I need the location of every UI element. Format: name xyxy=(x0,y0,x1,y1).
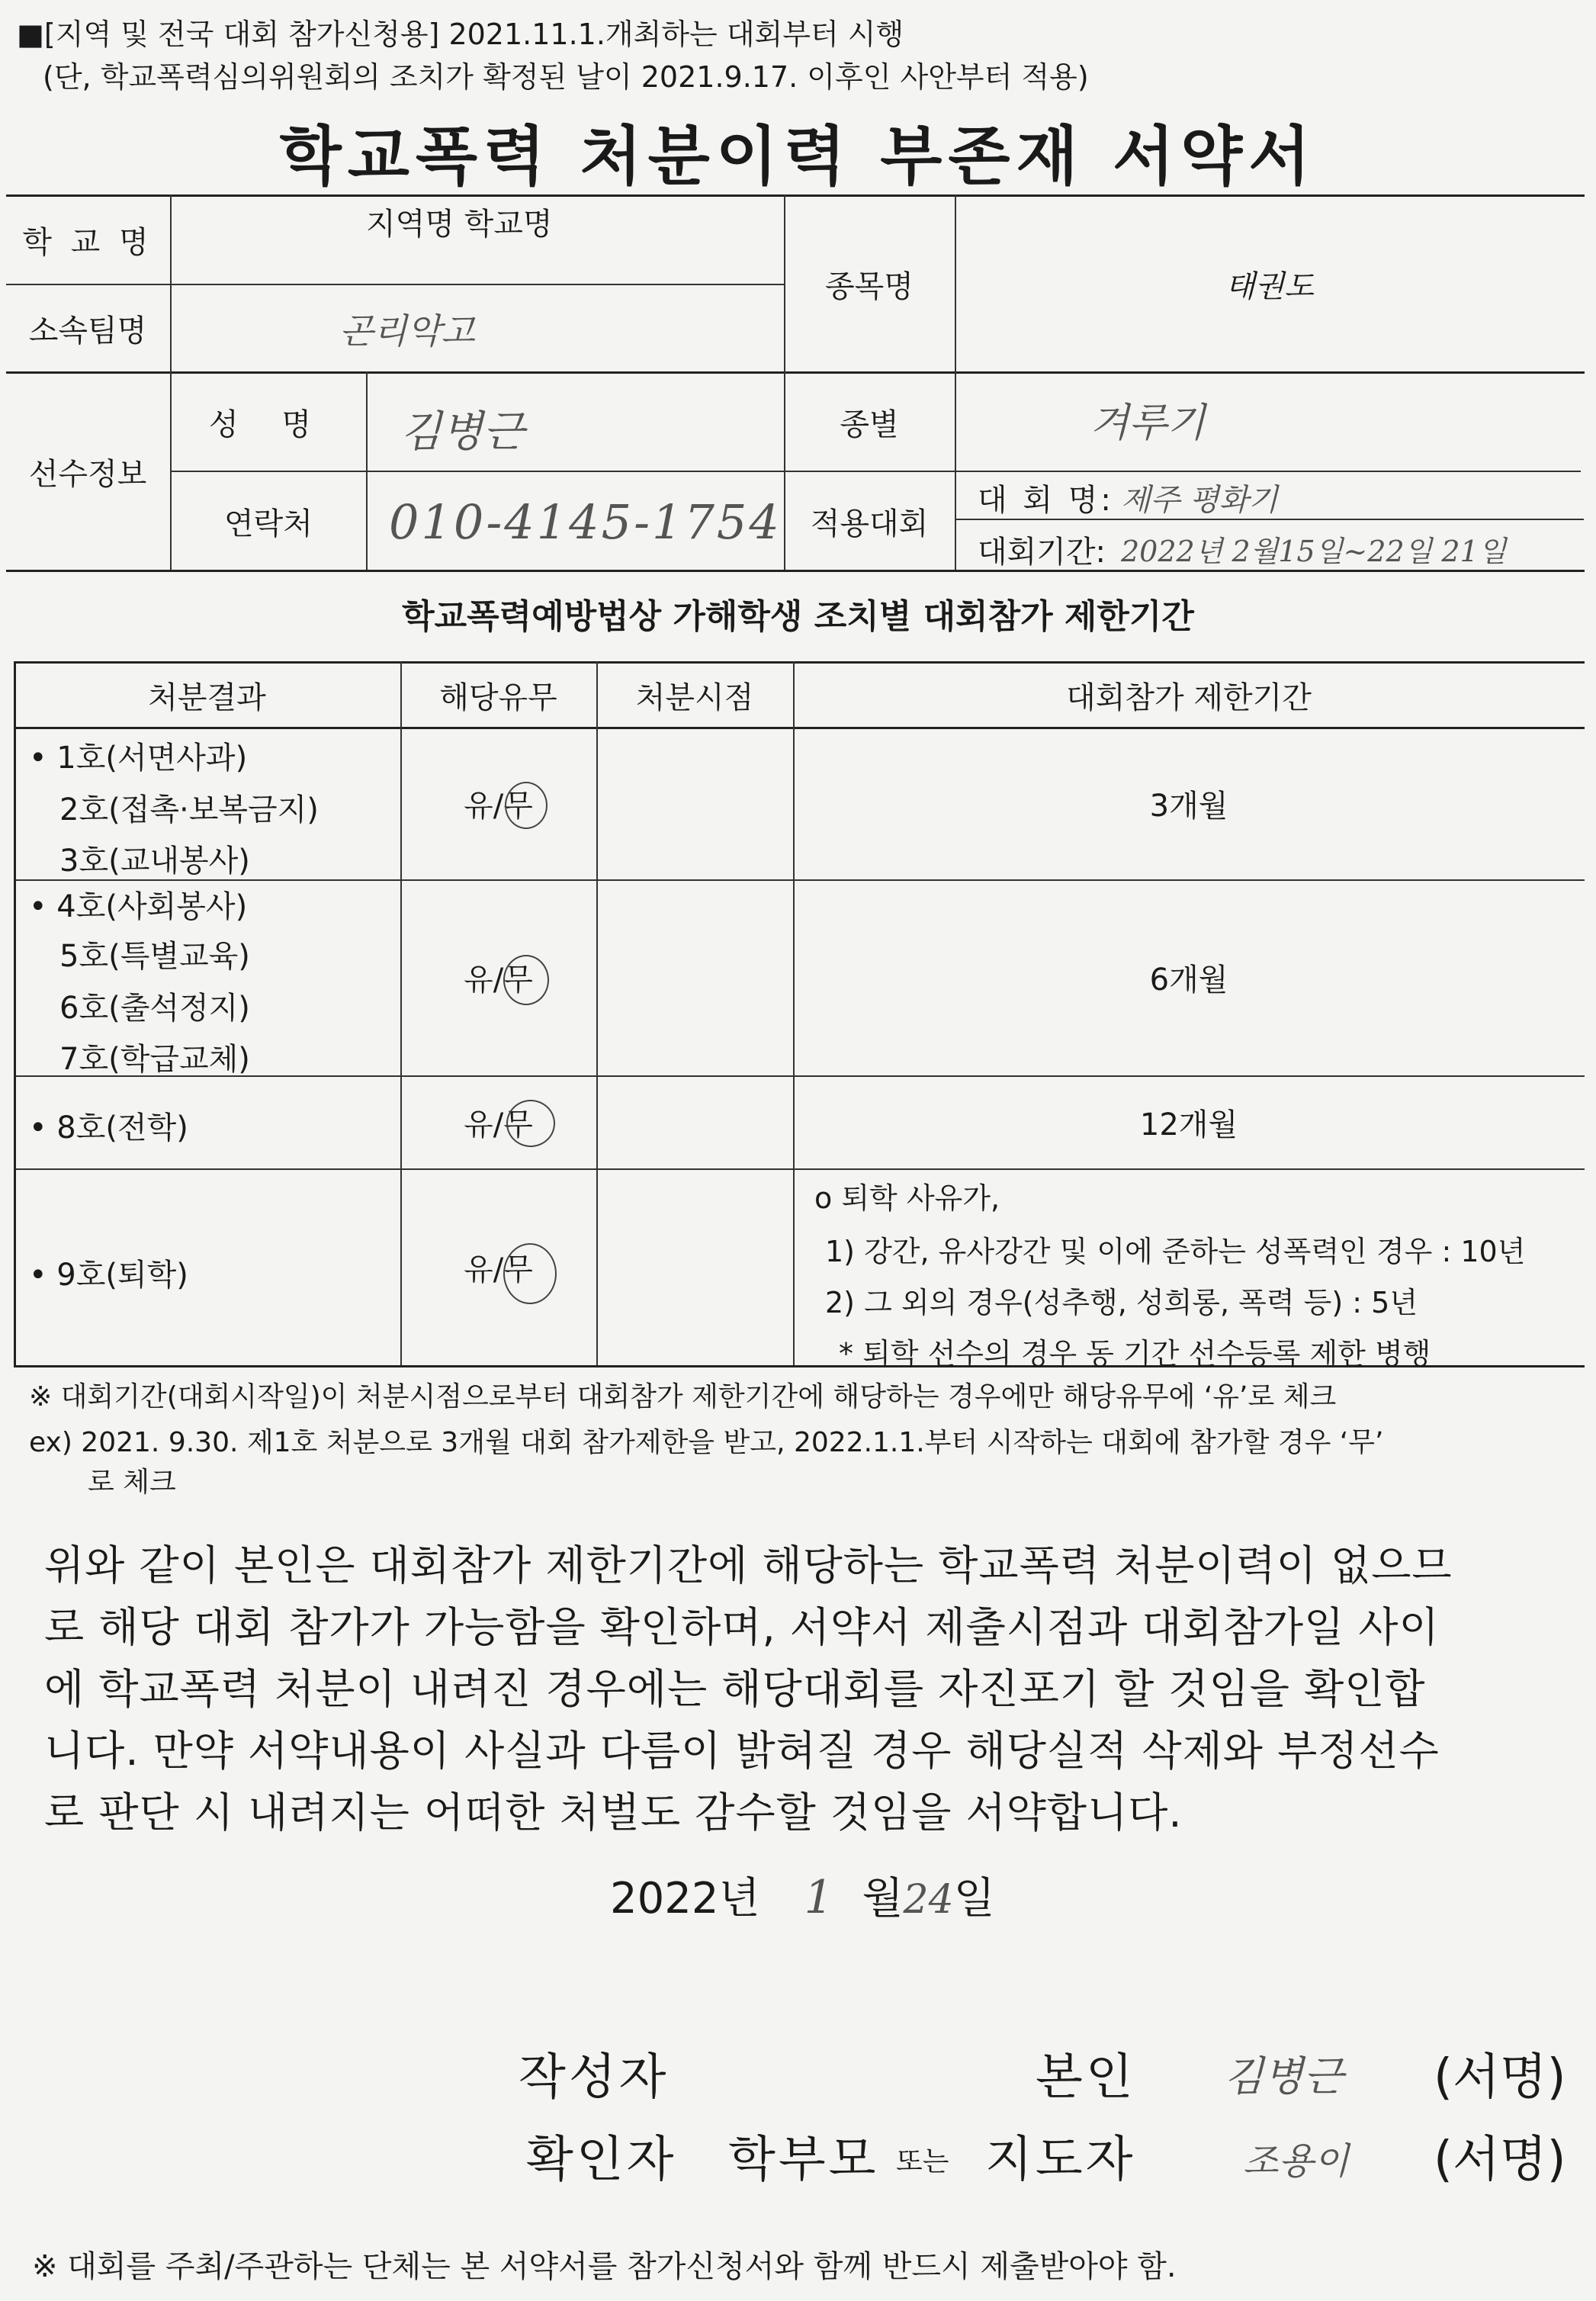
pledge-line-2: 로 해당 대회 참가가 가능함을 확인하며, 서약서 제출시점과 대회참가일 사이 xyxy=(44,1603,1440,1651)
category-value: 겨루기 xyxy=(1090,400,1206,446)
team-value: 곤리악고 xyxy=(339,310,475,352)
event-label: 적용대회 xyxy=(810,506,929,542)
pledge-line-4: 니다. 만약 서약내용이 사실과 다름이 밝혀질 경우 해당실적 삭제와 부정선수 xyxy=(44,1727,1440,1775)
row-4-period-line-1: o 퇴학 사유가, xyxy=(814,1181,1000,1215)
self-signature-name: 김병근 xyxy=(1224,2052,1344,2100)
date-day-handwritten: 24 xyxy=(903,1877,954,1923)
row-4-yn: 유/무 xyxy=(464,1252,533,1287)
event-name-label: 대 회 명: xyxy=(978,483,1114,518)
row-1-item-3: 3호(교내봉사) xyxy=(59,844,250,879)
row-1-yn: 유/무 xyxy=(464,788,533,824)
date-year: 2022년 xyxy=(610,1874,760,1923)
note-2: ex) 2021. 9.30. 제1호 처분으로 3개월 대회 참가제한을 받고, 2022.1.1.부터 시작하는 대회에 참가할 경우 ‘무’ xyxy=(29,1427,1384,1458)
col-header-result: 처분결과 xyxy=(148,680,266,715)
row-1-item-2: 2호(접촉·보복금지) xyxy=(59,792,319,828)
event-period-label: 대회기간: xyxy=(978,535,1106,570)
event-name-value: 제주 평화기 xyxy=(1121,483,1278,518)
category-label: 종별 xyxy=(840,407,899,442)
header-square: ■ xyxy=(17,18,44,51)
sport-label: 종목명 xyxy=(825,268,914,304)
row-2-period: 6개월 xyxy=(1149,962,1228,998)
pledge-line-5: 로 판단 시 내려지는 어떠한 처벌도 감수할 것임을 서약합니다. xyxy=(44,1788,1183,1837)
restriction-heading: 학교폭력예방법상 가해학생 조치별 대회참가 제한기간 xyxy=(402,597,1194,636)
col-header-date: 처분시점 xyxy=(635,680,754,715)
row-4-period-line-4: * 퇴학 선수의 경우 동 기간 선수등록 제한 병행 xyxy=(839,1337,1431,1371)
school-label: 학 교 명 xyxy=(22,224,153,260)
sign-label-1: (서명) xyxy=(1434,2049,1566,2106)
pledge-line-1: 위와 같이 본인은 대회참가 제한기간에 해당하는 학교폭력 처분이력이 없으므 xyxy=(44,1541,1453,1589)
row-1-period: 3개월 xyxy=(1149,788,1228,824)
date-day-unit: 일 xyxy=(953,1874,995,1923)
row-2-yn: 유/무 xyxy=(464,962,533,998)
note-3: 로 체크 xyxy=(88,1467,176,1498)
row-3-item-1: • 8호(전학) xyxy=(29,1110,188,1146)
coach-label: 지도자 xyxy=(985,2132,1136,2188)
row-4-check-mark xyxy=(503,1243,557,1304)
contact-value: 010-4145-1754 xyxy=(389,494,782,550)
pledge-line-3: 에 학교폭력 처분이 내려진 경우에는 해당대회를 자진포기 할 것임을 확인합 xyxy=(44,1665,1426,1713)
self-label: 본인 xyxy=(1036,2049,1136,2106)
footer-note: ※ 대회를 주최/주관하는 단체는 본 서약서를 참가신청서와 함께 반드시 제출받아야 함. xyxy=(32,2249,1177,2284)
sport-value: 태권도 xyxy=(1225,268,1314,304)
row-1-check-mark xyxy=(505,782,548,829)
row-2-item-4: 7호(학급교체) xyxy=(59,1042,250,1077)
date-month-handwritten: 1 xyxy=(804,1871,833,1924)
name-label: 성 명 xyxy=(209,407,328,442)
team-label: 소속팀명 xyxy=(28,313,147,349)
school-value: 지역명 학교명 xyxy=(366,207,553,242)
row-2-item-3: 6호(출석정지) xyxy=(59,991,250,1026)
row-3-period: 12개월 xyxy=(1139,1107,1238,1142)
date-month-unit: 월 xyxy=(862,1874,904,1923)
document-title: 학교폭력 처분이력 부존재 서약서 xyxy=(279,119,1317,194)
pledge-date xyxy=(610,1865,995,1926)
row-2-item-1: • 4호(사회봉사) xyxy=(29,889,248,924)
row-2-item-2: 5호(특별교육) xyxy=(59,939,250,974)
confirmer-label: 확인자 xyxy=(526,2132,677,2188)
note-1: ※ 대회기간(대회시작일)이 처분시점으로부터 대회참가 제한기간에 해당하는 경우에만 해당유무에 ‘유’로 체크 xyxy=(29,1381,1337,1412)
name-value: 김병근 xyxy=(400,407,525,457)
event-period-value: 2022년 2월15일~22일 21일 xyxy=(1121,535,1507,568)
header-line-1 xyxy=(17,11,904,53)
row-4-period-line-2: 1) 강간, 유사강간 및 이에 준하는 성폭력인 경우 : 10년 xyxy=(825,1235,1526,1268)
coach-signature-name: 조용이 xyxy=(1243,2140,1350,2183)
row-3-yn: 유/무 xyxy=(464,1107,533,1142)
player-info-label: 선수정보 xyxy=(28,456,147,492)
contact-label: 연락처 xyxy=(224,506,313,542)
row-1-item-1: • 1호(서면사과) xyxy=(29,741,248,776)
col-header-applicable: 해당유무 xyxy=(439,680,557,715)
row-4-period-line-3: 2) 그 외의 경우(성추행, 성희롱, 폭력 등) : 5년 xyxy=(825,1286,1418,1319)
writer-label: 작성자 xyxy=(519,2049,670,2106)
sign-label-2: (서명) xyxy=(1434,2132,1566,2188)
row-4-item-1: • 9호(퇴학) xyxy=(29,1258,188,1293)
row-2-check-mark xyxy=(503,955,549,1005)
col-header-period: 대회참가 제한기간 xyxy=(1066,680,1312,715)
row-3-check-mark xyxy=(506,1100,555,1147)
header-line-1-text: [지역 및 전국 대회 참가신청용] 2021.11.1.개최하는 대회부터 시행 xyxy=(43,18,904,51)
or-label: 또는 xyxy=(896,2146,949,2177)
header-line-2: (단, 학교폭력심의위원회의 조치가 확정된 날이 2021.9.17. 이후인 사안부터 적용) xyxy=(43,60,1089,94)
parent-label: 학부모 xyxy=(728,2132,879,2188)
